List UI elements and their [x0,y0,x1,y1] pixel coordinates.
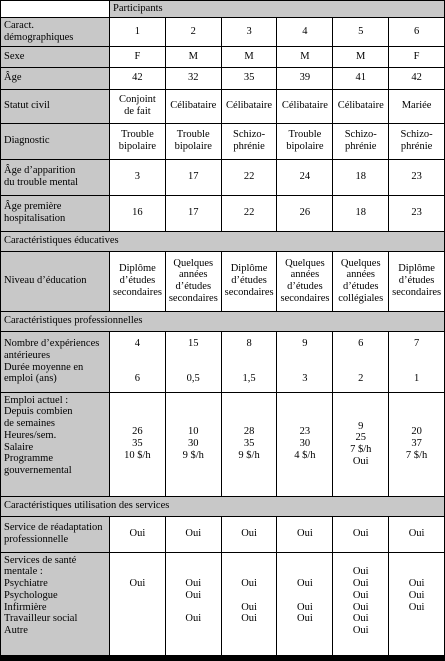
first-hospitalisation-label: Âge première hospitalisation [1,195,110,231]
onset-age-value: 3 [110,159,166,195]
participant-number: 4 [277,18,333,47]
participant-number: 5 [333,18,389,47]
civil-status-value: Célibataire [277,89,333,123]
diagnosis-value: Schizo- phrénie [389,123,445,159]
first-hospitalisation-value: 18 [333,195,389,231]
education-level-value: Quelques années d’études secondaires [277,251,333,311]
participant-number: 2 [165,18,221,47]
diagnosis-value: Trouble bipolaire [277,123,333,159]
first-hospitalisation-value: 26 [277,195,333,231]
mental-health-services-label: Services de santé mentale : Psychiatre Psychologue Infirmière Travailleur social Autre [1,552,110,655]
current-job-value: 20 37 7 $/h [389,392,445,496]
current-job-value: 23 30 4 $/h [277,392,333,496]
age-value: 35 [221,67,277,89]
experience-value: 8 1,5 [221,331,277,392]
sex-value: F [389,46,445,67]
civil-status-value: Célibataire [165,89,221,123]
mental-health-services-row [1,552,445,655]
first-hospitalisation-row [1,195,445,231]
education-section-header: Caractéristiques éducatives [1,231,445,251]
mental-health-services-value: Oui Oui Oui [221,552,277,655]
experience-value: 4 6 [110,331,166,392]
diagnosis-label: Diagnostic [1,123,110,159]
diagnosis-value: Schizo- phrénie [221,123,277,159]
sex-value: M [165,46,221,67]
education-level-value: Quelques années d’études secondaires [165,251,221,311]
readaptation-value: Oui [389,516,445,552]
participant-number: 1 [110,18,166,47]
mental-health-services-value: Oui [110,552,166,655]
diagnosis-value: Trouble bipolaire [165,123,221,159]
readaptation-label: Service de réadaptation professionnelle [1,516,110,552]
readaptation-value: Oui [333,516,389,552]
education-level-value: Diplôme d’études secondaires [389,251,445,311]
services-section-header: Caractéristiques utilisation des services [1,496,445,516]
professional-section-header: Caractéristiques professionnelles [1,311,445,331]
age-row [1,67,445,89]
onset-age-value: 24 [277,159,333,195]
sex-label: Sexe [1,46,110,67]
first-hospitalisation-value: 16 [110,195,166,231]
experience-value: 15 0,5 [165,331,221,392]
header-row [1,1,445,18]
corner-cell [1,1,110,18]
onset-age-row [1,159,445,195]
age-value: 42 [110,67,166,89]
civil-status-value: Célibataire [333,89,389,123]
education-level-value: Diplôme d’études secondaires [221,251,277,311]
diagnosis-value: Schizo- phrénie [333,123,389,159]
participants-header: Participants [110,1,445,18]
education-section-row [1,231,445,251]
participant-number: 6 [389,18,445,47]
diagnosis-value: Trouble bipolaire [110,123,166,159]
experience-label: Nombre d’expériences antérieures Durée moyenne en emploi (ans) [1,331,110,392]
first-hospitalisation-value: 22 [221,195,277,231]
readaptation-value: Oui [221,516,277,552]
sex-value: M [221,46,277,67]
onset-age-value: 22 [221,159,277,195]
education-level-value: Quelques années d’études collégiales [333,251,389,311]
education-level-row [1,251,445,311]
civil-status-label: Statut civil [1,89,110,123]
current-job-value: 28 35 9 $/h [221,392,277,496]
age-value: 32 [165,67,221,89]
participant-number-row [1,18,445,47]
sex-value: F [110,46,166,67]
current-job-row [1,392,445,496]
diagnosis-row [1,123,445,159]
civil-status-row [1,89,445,123]
onset-age-value: 23 [389,159,445,195]
onset-age-value: 18 [333,159,389,195]
civil-status-value: Célibataire [221,89,277,123]
services-section-row [1,496,445,516]
mental-health-services-value: Oui Oui Oui [165,552,221,655]
age-value: 42 [389,67,445,89]
participant-number: 3 [221,18,277,47]
sex-row [1,46,445,67]
readaptation-value: Oui [110,516,166,552]
current-job-label: Emploi actuel : Depuis combien de semaines Heures/sem. Salaire Programme gouvernemental [1,392,110,496]
age-label: Âge [1,67,110,89]
readaptation-row [1,516,445,552]
experience-value: 6 2 [333,331,389,392]
civil-status-value: Conjoint de fait [110,89,166,123]
mental-health-services-value: Oui Oui Oui Oui Oui Oui [333,552,389,655]
readaptation-value: Oui [165,516,221,552]
current-job-value: 9 25 7 $/h Oui [333,392,389,496]
civil-status-value: Mariée [389,89,445,123]
experience-row [1,331,445,392]
mental-health-services-value: Oui Oui Oui [277,552,333,655]
age-value: 41 [333,67,389,89]
education-level-label: Niveau d’éducation [1,251,110,311]
sex-value: M [277,46,333,67]
sex-value: M [333,46,389,67]
education-level-value: Diplôme d’études secondaires [110,251,166,311]
professional-section-row [1,311,445,331]
current-job-value: 10 30 9 $/h [165,392,221,496]
onset-age-value: 17 [165,159,221,195]
first-hospitalisation-value: 23 [389,195,445,231]
mental-health-services-value: Oui Oui Oui [389,552,445,655]
age-value: 39 [277,67,333,89]
readaptation-value: Oui [277,516,333,552]
demographics-header: Caract. démographiques [1,18,110,47]
current-job-value: 26 35 10 $/h [110,392,166,496]
first-hospitalisation-value: 17 [165,195,221,231]
experience-value: 9 3 [277,331,333,392]
onset-age-label: Âge d’apparition du trouble mental [1,159,110,195]
experience-value: 7 1 [389,331,445,392]
